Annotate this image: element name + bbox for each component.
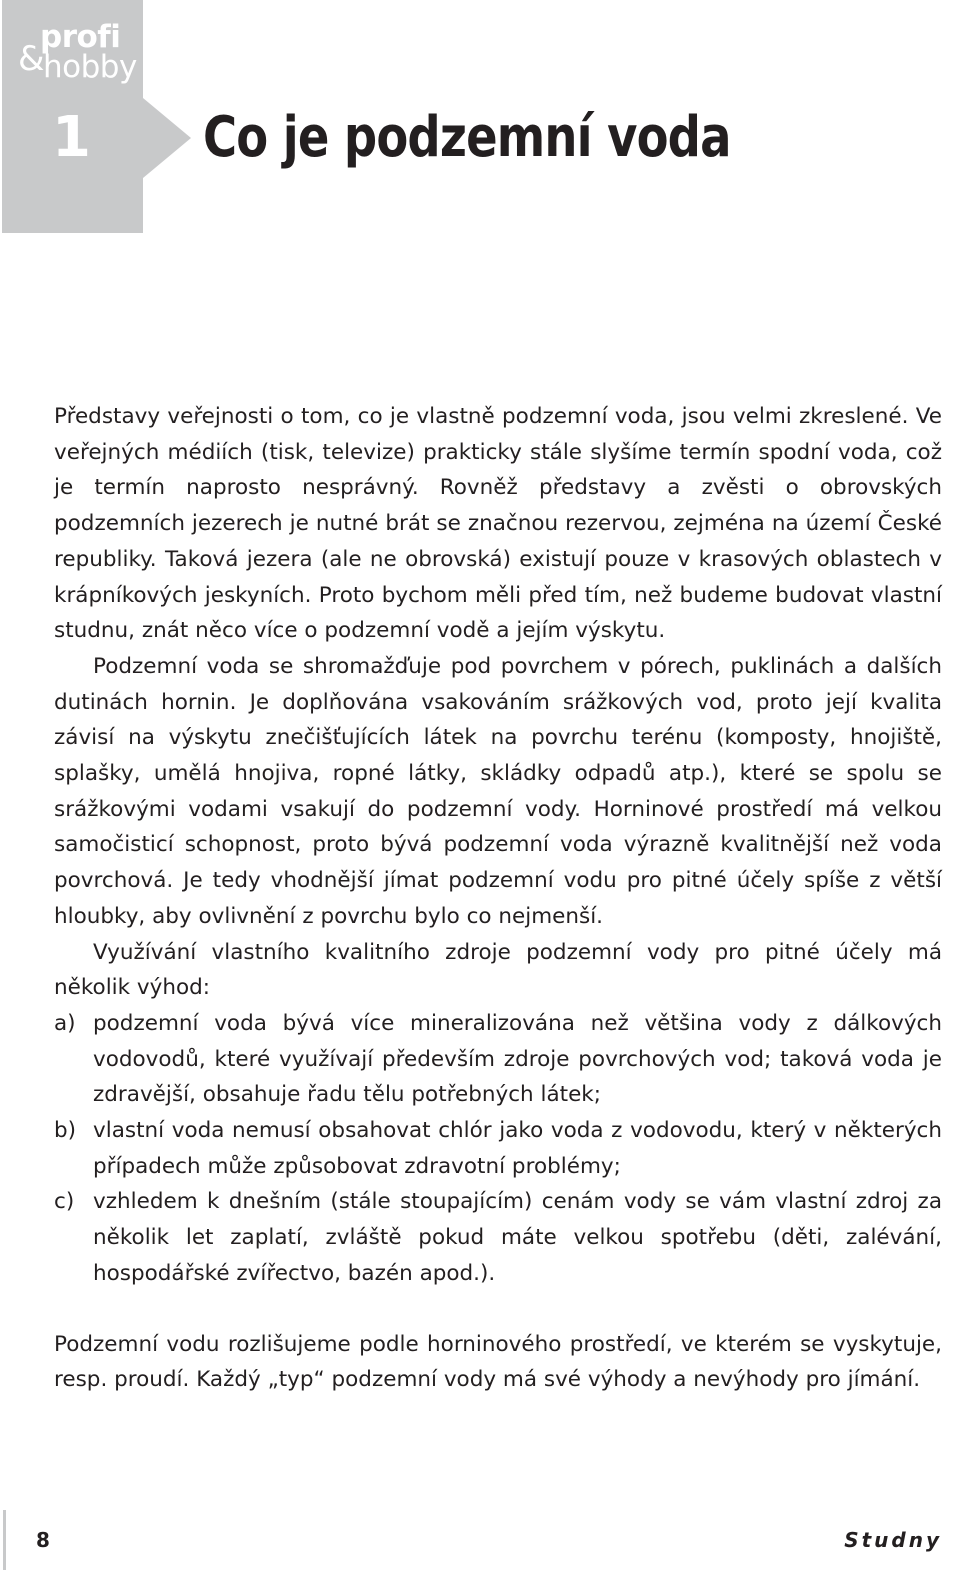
chapter-body: [54, 399, 942, 1398]
paragraph-advantages-intro: Využívání vlastního kvalitního zdroje podzemní vody pro pitné účely má několik výhod:: [54, 939, 942, 1001]
chapter-number: 1: [52, 105, 91, 170]
list-item: [54, 1184, 942, 1291]
publisher-logo: [18, 20, 138, 90]
chapter-title: Co je podzemní voda: [203, 105, 731, 170]
list-marker: b): [54, 1118, 77, 1144]
list-item-text: vlastní voda nemusí obsahovat chlór jako voda z vodovodu, který v některých případech může způsobovat zdravotní problémy;: [93, 1118, 942, 1179]
chapter-header-box: [2, 0, 143, 233]
chapter-arrow-icon: [143, 98, 191, 178]
list-marker: a): [54, 1010, 76, 1036]
list-marker: c): [54, 1189, 75, 1215]
section-spacer: [54, 1292, 942, 1327]
paragraph-groundwater: Podzemní voda se shromažďuje pod povrchem v pórech, puklinách a dalších dutinách hornin. Je doplňována vsakováním srážkových vod, proto její kvalita závisí na výskytu znečišťujících látek na povrchu terénu (komposty, hnojiště, splašky, umělá hnojiva, ropné látky, skládky odpadů atp.), které se spolu se srážkovými vodami vsakují do podzemní vody. Horninové prostředí má velkou samočisticí schopnost, proto bývá podzemní voda výrazně kvalitnější než voda povrchová. Je tedy vhodnější jímat podzemní vodu pro pitné účely spíše z větší hloubky, aby ovlivnění z povrchu bylo co nejmenší.: [54, 653, 942, 929]
page-number: 8: [36, 1528, 50, 1552]
advantages-list: [54, 1006, 942, 1292]
running-book-title: Studny: [844, 1528, 942, 1552]
list-item: [54, 1113, 942, 1184]
paragraph-intro: Představy veřejnosti o tom, co je vlastně podzemní voda, jsou velmi zkreslené. Ve veřejných médiích (tisk, televize) prakticky stále slyšíme termín spodní voda, což je termín naprosto nesprávný. Rovněž představy a zvěsti o obrovských podzemních jezerech je nutné brát se značnou rezervou, zejména na území České republiky. Taková jezera (ale ne obrovská) existují pouze v krasových oblastech v krápníkových jeskyních. Proto bychom měli před tím, než budeme budovat vlastní studnu, znát něco více o podzemní vodě a jejím výskytu.: [54, 404, 942, 644]
logo-ampersand: &: [18, 39, 45, 79]
paragraph-closing: Podzemní vodu rozlišujeme podle horninového prostředí, ve kterém se vyskytuje, resp. proudí. Každý „typ“ podzemní vody má své výhody a nevýhody pro jímání.: [54, 1331, 942, 1393]
list-item-text: vzhledem k dnešním (stále stoupajícím) cenám vody se vám vlastní zdroj za několik let zaplatí, zvláště pokud máte velkou spotřebu (děti, zalévání, hospodářské zvířectvo, bazén apod.).: [93, 1189, 942, 1286]
logo-hobby: hobby: [43, 49, 137, 85]
logo-profi: profi: [40, 19, 121, 55]
list-item: [54, 1006, 942, 1113]
list-item-text: podzemní voda bývá více mineralizována než většina vody z dálkových vodovodů, které využívají především zdroje povrchových vod; taková voda je zdravější, obsahuje řadu tělu potřebných látek;: [93, 1010, 942, 1108]
footer-rule: [3, 1510, 6, 1570]
